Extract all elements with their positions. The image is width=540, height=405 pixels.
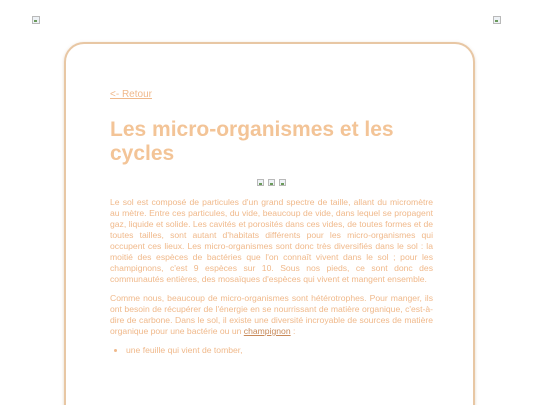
broken-image-icon bbox=[493, 16, 501, 24]
broken-image-icon bbox=[32, 16, 40, 24]
paragraph-end: : bbox=[290, 326, 296, 336]
list-item: • une feuille qui vient de tomber, bbox=[126, 345, 433, 356]
broken-image-icon bbox=[257, 179, 264, 186]
image-row bbox=[110, 179, 433, 188]
back-link[interactable]: <- Retour bbox=[110, 89, 152, 100]
broken-image-icon bbox=[268, 179, 275, 186]
source-list bbox=[110, 345, 433, 356]
paragraph-heterotrophs bbox=[110, 293, 433, 337]
paragraph-soil: Le sol est composé de particules d'un grand spectre de taille, allant du micromètre au mètre. Entre ces particules, du vide, beaucoup de vide, dans lequel se propagent gaz, liquide et solide. Les cavités et porosités dans ces vides, de toutes formes et de toutes tailles, sont autant d'habitats différents pour les micro-organismes qui occupent ces lieux. Les micro-organismes sont donc très diversifiés dans le sol : la moitié des espèces de bactéries que l'on connaît vivent dans le sol ; pour les champignons, c'est 9 espèces sur 10. Sous nos pieds, ce sont donc des communautés entières, des mosaïques d'espèces qui vivent et mangent ensemble. bbox=[110, 197, 433, 284]
paragraph-text: Comme nous, beaucoup de micro-organismes sont hétérotrophes. Pour manger, ils ont besoin de récupérer de l'énergie en se nourrissant de matière organique, c'est-à-dire de carbone. Dans le sol, il existe une diversité incroyable de sources de matière organique pour une bactérie ou un bbox=[110, 293, 433, 336]
broken-image-icon bbox=[279, 179, 286, 186]
article bbox=[110, 84, 433, 356]
content-card bbox=[64, 42, 475, 405]
page-title: Les micro-organismes et les cycles bbox=[110, 118, 394, 165]
champignon-link[interactable]: champignon bbox=[243, 326, 291, 336]
